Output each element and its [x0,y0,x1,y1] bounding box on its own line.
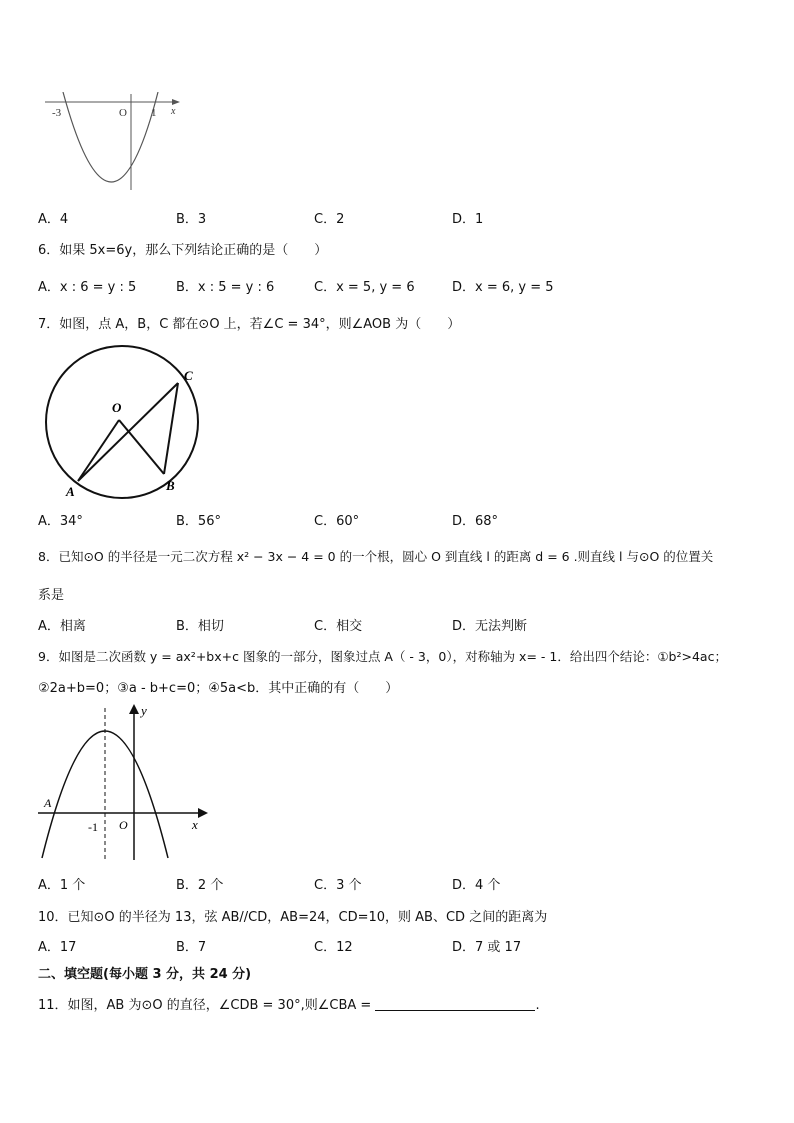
label-c: C [184,368,193,383]
q11-answer-blank[interactable] [375,998,535,1011]
q5-parabola-figure [40,92,185,192]
x-axis-arrow [198,808,208,818]
label-o: O [112,400,122,415]
q6-option-d[interactable]: D．x = 6, y = 5 [452,280,554,295]
q9-option-d[interactable]: D．4 个 [452,878,501,893]
q10-option-c[interactable]: C．12 [314,940,353,955]
q8-option-b[interactable]: B．相切 [176,619,224,634]
q8-prompt-line2: 系是 [38,588,65,603]
q7-option-b[interactable]: B．56° [176,514,221,529]
q7-option-c[interactable]: C．60° [314,514,360,529]
q6-prompt: 6．如果 5x=6y，那么下列结论正确的是（ ） [38,243,328,258]
x-axis-arrow [172,99,180,105]
q10-prompt: 10．已知⊙O 的半径为 13，弦 AB//CD，AB=24，CD=10，则 AB、CD 之间的距离为 [38,910,548,925]
label-a: A [66,484,75,499]
q7-option-d[interactable]: D．68° [452,514,499,529]
q8-option-d[interactable]: D．无法判断 [452,619,528,634]
label-one: 1 [151,107,157,119]
q7-prompt: 7．如图，点 A，B，C 都在⊙O 上，若∠C = 34°，则∠AOB 为（ ） [38,317,461,332]
q9-prompt-line2: ②2a+b=0；③a - b+c=0；④5a<b．其中正确的有（ ） [38,681,399,696]
q5-option-d[interactable]: D．1 [452,212,484,227]
section-title-fill-in: 二、填空题(每小题 3 分，共 24 分) [38,967,252,982]
label-b: B [166,478,175,493]
q9-parabola-figure [36,700,214,862]
q5-option-a[interactable]: A．4 [38,212,69,227]
segment-bc [164,383,178,474]
q11-line [38,994,540,1013]
q9-option-a[interactable]: A．1 个 [38,878,86,893]
q7-circle-figure [40,345,210,500]
q11-period: . [535,998,540,1013]
q10-option-b[interactable]: B．7 [176,940,207,955]
q9-prompt-line1: 9．如图是二次函数 y = ax²+bx+c 图象的一部分，图象过点 A（ - 3，0），对称轴为 x= - 1．给出四个结论：①b²>4ac； [38,649,727,664]
q6-option-c[interactable]: C．x = 5, y = 6 [314,280,415,295]
label-a: A [44,796,52,810]
label-y: y [141,703,147,718]
q9-option-b[interactable]: B．2 个 [176,878,224,893]
q6-option-b[interactable]: B．x : 5 = y : 6 [176,280,275,295]
segment-oa [78,420,119,481]
q11-prompt: 11．如图，AB 为⊙O 的直径，∠CDB = 30°,则∠CBA = [38,998,372,1013]
q10-option-d[interactable]: D．7 或 17 [452,940,522,955]
label-x: x [171,106,176,117]
q8-option-a[interactable]: A．相离 [38,619,86,634]
segment-ob [119,420,164,474]
q5-option-c[interactable]: C．2 [314,212,345,227]
q6-option-a[interactable]: A．x : 6 = y : 5 [38,280,137,295]
parabola-curve [63,92,158,182]
label-neg3: -3 [52,107,62,119]
q9-option-c[interactable]: C．3 个 [314,878,362,893]
circle-o [46,346,198,498]
q10-option-a[interactable]: A．17 [38,940,77,955]
label-x: x [192,817,198,832]
q8-prompt-line1: 8．已知⊙O 的半径是一元二次方程 x² − 3x − 4 = 0 的一个根，圆心 O 到直线 l 的距离 d = 6 .则直线 l 与⊙O 的位置关 [38,549,714,564]
q8-option-c[interactable]: C．相交 [314,619,363,634]
y-axis-arrow [129,704,139,714]
label-neg1: -1 [88,820,98,834]
segment-ac [78,383,178,481]
label-origin: O [119,818,128,832]
label-origin: O [119,107,127,119]
q5-option-b[interactable]: B．3 [176,212,207,227]
q7-option-a[interactable]: A．34° [38,514,83,529]
